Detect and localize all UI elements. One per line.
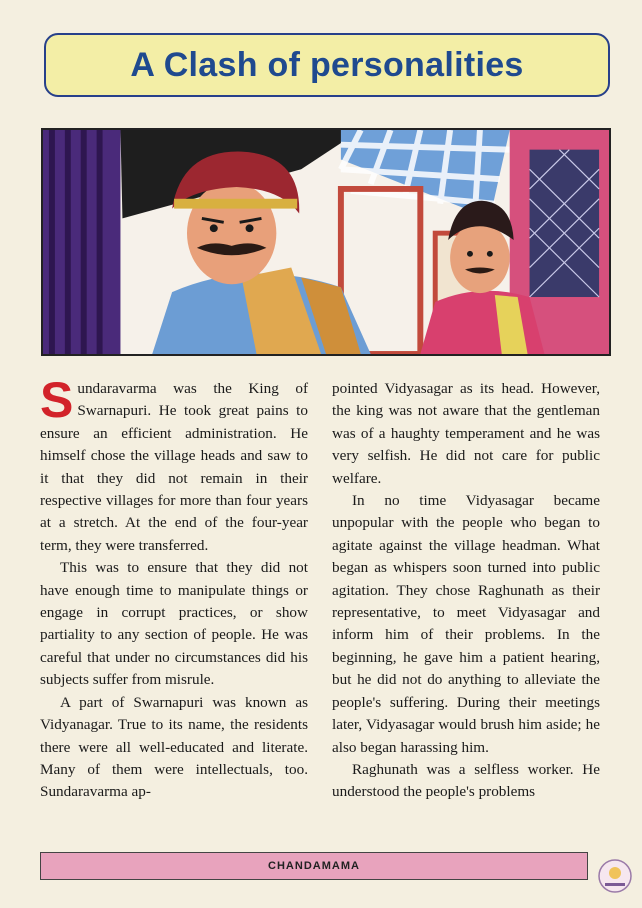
magazine-name: CHANDAMAMA [268, 860, 360, 872]
chandamama-logo-icon [597, 858, 633, 894]
page-title: A Clash of personalities [130, 45, 524, 84]
paragraph-4: In no time Vidyasagar became unpopular with the people who began to agitate against the village headman. What began as whispers soon turned into public agitation. They chose Raghunath as their representative, to meet Vidyasagar and inform him of their problems. In the beginning, he gave him a patient hearing, but he did not do anything to alleviate the people's suffering. During their meetings later, Vidyasagar would brush him aside; he also began harassing him. [332, 492, 600, 756]
paragraph-3-continued: pointed Vidyasagar as its head. However, the king was not aware that the gentleman was of a haughty temperament and he was very selfish. He did not care for public welfare. [332, 380, 600, 487]
drop-cap: S [40, 372, 74, 428]
paragraph-1 [40, 372, 308, 557]
left-column [40, 372, 308, 804]
paragraph-1-text: undaravarma was the King of Swarnapuri. He took great pains to ensure an efficient administration. He himself chose the village heads and saw to it that they did not remain in their respective villages for more than four years at a stretch. At the end of the four-year term, they were transferred. [40, 380, 308, 554]
title-banner [44, 33, 610, 97]
right-column [332, 378, 600, 804]
paragraph-3: A part of Swarnapuri was known as Vidyanagar. True to its name, the residents there were all well-educated and literate. Many of them were intellectuals, too. Sundaravarma ap- [40, 693, 308, 801]
paragraph-2: This was to ensure that they did not have enough time to manipulate things or engage in corrupt practices, or show partiality to any section of people. He was careful that under no circumstances did his subjects suffer from misrule. [40, 559, 308, 689]
footer-bar [40, 852, 588, 880]
story-illustration [41, 128, 611, 356]
king-and-headman-illustration [43, 130, 609, 354]
paragraph-5: Raghunath was a selfless worker. He understood the people's problems [332, 760, 600, 801]
